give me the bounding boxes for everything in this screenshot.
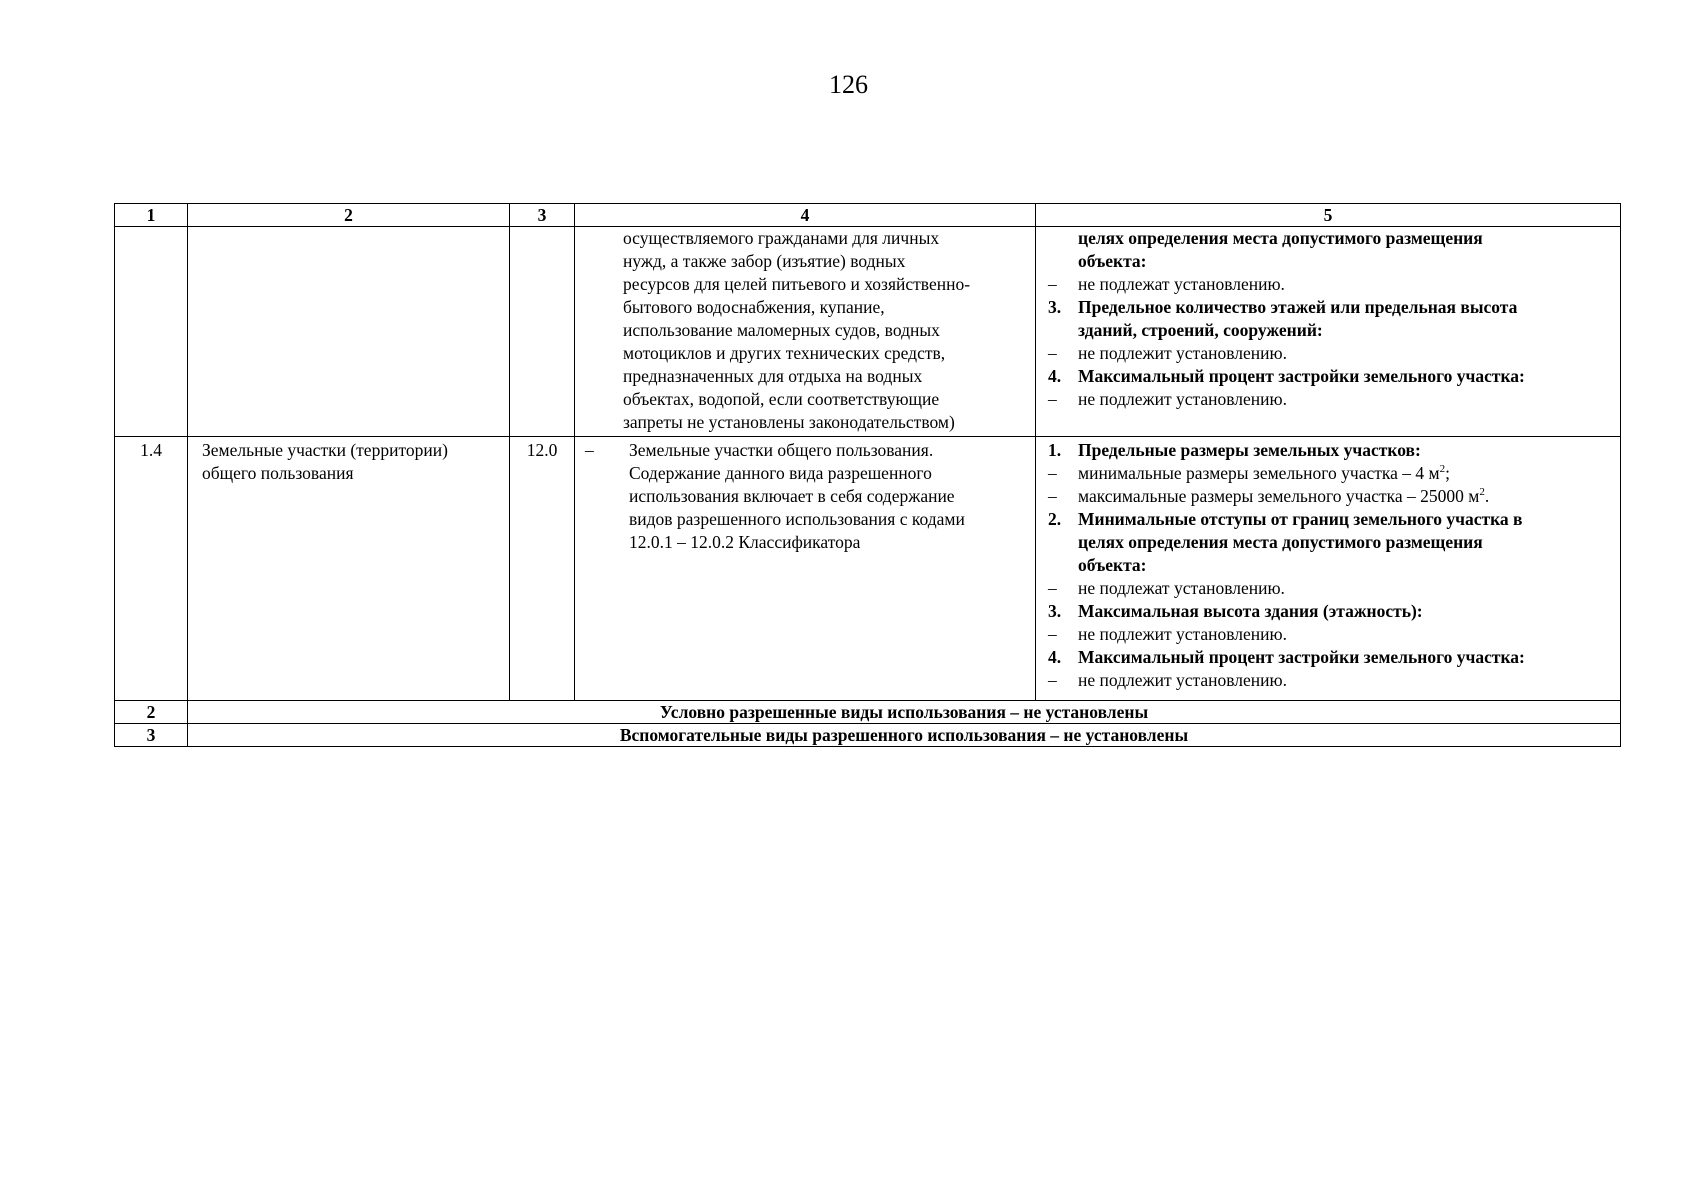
text-line: использование маломерных судов, водных xyxy=(623,320,940,340)
text-line: 12.0.1 – 12.0.2 Классификатора xyxy=(629,532,861,552)
parameter-item xyxy=(1048,508,1616,531)
text-line: Содержание данного вида разрешенного xyxy=(629,463,932,483)
list-marker xyxy=(1048,531,1078,554)
list-marker: 3. xyxy=(1048,601,1062,621)
header-col-5: 5 xyxy=(1036,204,1621,227)
table-row-1-4 xyxy=(115,437,1621,701)
parameter-item xyxy=(1048,623,1616,646)
header-col-2: 2 xyxy=(188,204,510,227)
parameter-text: максимальные размеры земельного участка – 25000 $м^2$. xyxy=(1078,486,1490,506)
parameter-text: объекта: xyxy=(1078,555,1147,575)
list-marker: – xyxy=(1048,624,1057,644)
text-line: ресурсов для целей питьевого и хозяйственно- xyxy=(623,274,971,294)
table-row-continuation xyxy=(115,227,1621,437)
text-line: Земельные участки общего пользования. xyxy=(629,440,934,460)
text-line: мотоциклов и других технических средств, xyxy=(623,343,946,363)
parameter-item xyxy=(1048,296,1616,319)
list-marker xyxy=(1048,250,1078,273)
text-line: бытового водоснабжения, купание, xyxy=(623,297,885,317)
row-number: 1.4 xyxy=(115,437,188,701)
parameters-continuation-list xyxy=(1040,227,1616,411)
list-marker: – xyxy=(1048,389,1057,409)
header-col-1: 1 xyxy=(115,204,188,227)
parameter-item xyxy=(1048,577,1616,600)
parameter-item xyxy=(1048,342,1616,365)
list-marker: 1. xyxy=(1048,440,1062,460)
table-header-row xyxy=(115,204,1621,227)
parameter-text: не подлежит установлению. xyxy=(1078,624,1287,644)
parameter-text: Предельные размеры земельных участков: xyxy=(1078,440,1421,460)
superscript: 2 xyxy=(1439,463,1446,476)
list-marker: – xyxy=(1048,274,1057,294)
list-marker: – xyxy=(1048,343,1057,363)
land-use-name: Земельные участки (территории) общего пользования xyxy=(188,437,510,701)
parameter-text: не подлежат установлению. xyxy=(1078,578,1285,598)
cell-empty xyxy=(188,227,510,437)
description-item xyxy=(579,439,1031,554)
parameter-text: не подлежит установлению. xyxy=(1078,343,1287,363)
classifier-code: 12.0 xyxy=(510,437,575,701)
cell-empty xyxy=(115,227,188,437)
superscript: 2 xyxy=(1479,486,1485,499)
description-continuation-cell xyxy=(575,227,1036,437)
parameter-item xyxy=(1048,365,1616,388)
parameter-item xyxy=(1048,250,1616,273)
section-number: 3 xyxy=(115,724,188,747)
parameter-item xyxy=(1048,439,1616,462)
parameter-text: минимальные размеры земельного участка – 4 $м^2$; xyxy=(1078,463,1450,483)
text-line: видов разрешенного использования с кодами xyxy=(629,509,965,529)
list-marker: – xyxy=(1048,578,1057,598)
page-number: 126 xyxy=(829,70,868,99)
list-marker: – xyxy=(1048,670,1057,690)
parameter-item xyxy=(1048,485,1616,508)
parameters-cell xyxy=(1036,437,1621,701)
list-marker: 2. xyxy=(1048,509,1062,529)
parameter-text: Предельное количество этажей или предельная высота xyxy=(1078,297,1518,317)
text-line: объектах, водопой, если соответствующие xyxy=(623,389,940,409)
parameter-item xyxy=(1048,388,1616,411)
parameter-text: целях определения места допустимого размещения xyxy=(1078,228,1483,248)
text-line: использования включает в себя содержание xyxy=(629,486,955,506)
parameter-item xyxy=(1048,531,1616,554)
cell-empty xyxy=(510,227,575,437)
parameter-item xyxy=(1048,554,1616,577)
parameter-text: Минимальные отступы от границ земельного участка в xyxy=(1078,509,1523,529)
land-use-table xyxy=(114,203,1621,747)
description-continuation xyxy=(579,227,1031,434)
section-title: Условно разрешенные виды использования – не установлены xyxy=(188,701,1621,724)
description-cell xyxy=(575,437,1036,701)
parameter-text: зданий, строений, сооружений: xyxy=(1078,320,1323,340)
parameter-item xyxy=(1048,600,1616,623)
parameters-continuation-cell xyxy=(1036,227,1621,437)
parameter-item xyxy=(1048,319,1616,342)
header-col-4: 4 xyxy=(575,204,1036,227)
parameter-item xyxy=(1048,462,1616,485)
parameter-item xyxy=(1048,227,1616,250)
parameter-text: не подлежат установлению. xyxy=(1078,274,1285,294)
parameter-text: не подлежит установлению. xyxy=(1078,389,1287,409)
text-line: запреты не установлены законодательством) xyxy=(623,412,955,432)
description-text xyxy=(629,439,965,554)
parameter-item xyxy=(1048,273,1616,296)
parameter-text: объекта: xyxy=(1078,251,1147,271)
section-number: 2 xyxy=(115,701,188,724)
parameter-item xyxy=(1048,646,1616,669)
list-marker: – xyxy=(1048,463,1057,483)
table-row-3 xyxy=(115,724,1621,747)
parameter-text: Максимальная высота здания (этажность): xyxy=(1078,601,1423,621)
list-marker: – xyxy=(1048,486,1057,506)
section-title: Вспомогательные виды разрешенного использования – не установлены xyxy=(188,724,1621,747)
text-line: предназначенных для отдыха на водных xyxy=(623,366,923,386)
parameter-item xyxy=(1048,669,1616,692)
list-marker: 4. xyxy=(1048,366,1062,386)
list-marker: 4. xyxy=(1048,647,1062,667)
text-line: нужд, а также забор (изъятие) водных xyxy=(623,251,906,271)
text-line: осуществляемого гражданами для личных xyxy=(623,228,940,248)
list-marker xyxy=(1048,227,1078,250)
parameter-text: не подлежит установлению. xyxy=(1078,670,1287,690)
parameters-list xyxy=(1040,439,1616,692)
list-marker: 3. xyxy=(1048,297,1062,317)
parameter-text: Максимальный процент застройки земельного участка: xyxy=(1078,647,1525,667)
table-row-2 xyxy=(115,701,1621,724)
header-col-3: 3 xyxy=(510,204,575,227)
parameter-text: Максимальный процент застройки земельного участка: xyxy=(1078,366,1525,386)
list-marker xyxy=(1048,319,1078,342)
list-marker xyxy=(1048,554,1078,577)
parameter-text: целях определения места допустимого размещения xyxy=(1078,532,1483,552)
dash-marker: – xyxy=(585,440,594,460)
